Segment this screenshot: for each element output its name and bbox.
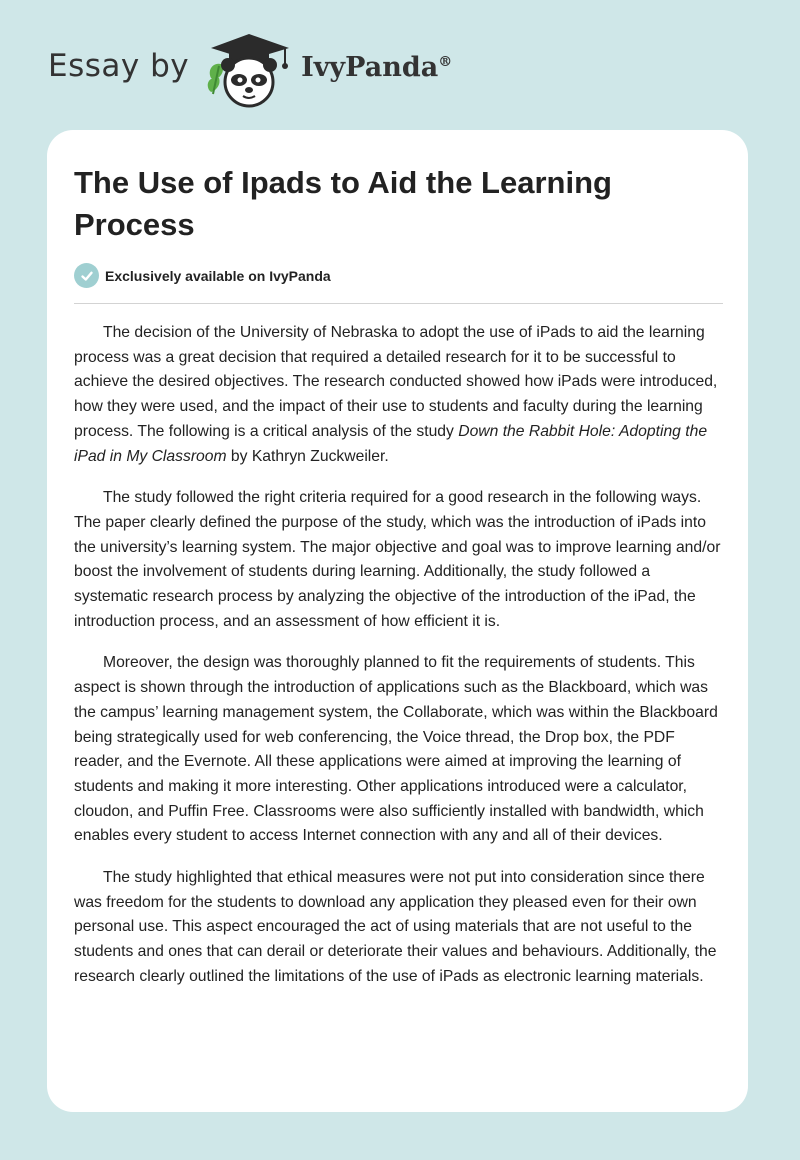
brand-name[interactable]: IvyPanda® xyxy=(301,51,453,83)
body-paragraph xyxy=(74,866,723,990)
paragraph-text: The study highlighted that ethical measures were not put into consideration since there was freedom for the students to download any application they pleased even for their own personal use. This aspect encouraged the act of using materials that are not useful to the students and ones that can derail or deteriorate their values and behaviours. Additionally, the research clearly outlined the limitations of the use of iPads as electronic learning materials. xyxy=(74,869,717,985)
registered-mark: ® xyxy=(438,53,453,70)
paragraph-text: Moreover, the design was thoroughly planned to fit the requirements of students. This aspect is shown through the introduction of applications such as the Blackboard, which was the campus’ learning management system, the Collaborate, which was within the Blackboard being strategically used for web conferencing, the Voice thread, the Drop box, the PDF reader, and the Evernote. All these applications were aimed at improving the learning of students and making it more interesting. Other applications introduced were a calculator, cloudon, and Puffin Free. Classrooms were also sufficiently installed with bandwidth, which enables every student to access Internet connection with any and all of their devices. xyxy=(74,654,718,845)
exclusive-badge xyxy=(74,263,331,288)
paragraph-text: The study followed the right criteria required for a good research in the following ways. The paper clearly defined the purpose of the study, which was the introduction of iPads into the university’s learning system. The major objective and goal was to improve learning and/or boost the involvement of students during learning. Additionally, the study followed a systematic research process by analyzing the objective of the introduction of the iPad, the introduction process, and an assessment of how efficient it is. xyxy=(74,489,721,630)
body-paragraph xyxy=(74,321,723,469)
article-body xyxy=(74,321,723,1007)
paragraph-text: by Kathryn Zuckweiler. xyxy=(226,447,389,465)
panda-graduate-icon xyxy=(203,30,295,110)
exclusive-badge-label: Exclusively available on IvyPanda xyxy=(105,267,331,284)
essay-by-label: Essay by xyxy=(48,48,190,84)
paragraph-text: The decision of the University of Nebraska to adopt the use of iPads to aid the learning process was a great decision that required a detailed research for it to be successful to achieve the desired objectives. The research conducted showed how iPads were introduced, how they were used, and the impact of their use to students and faculty during the learning process. The following is a critical analysis of the study xyxy=(74,324,718,440)
cited-work-title: Down the Rabbit Hole: Adopting the iPad in My Classroom xyxy=(74,422,708,465)
site-header xyxy=(48,30,452,110)
article-card xyxy=(47,130,748,1112)
body-paragraph xyxy=(74,651,723,849)
body-paragraph xyxy=(74,486,723,634)
title-divider xyxy=(74,303,723,304)
article-title: The Use of Ipads to Aid the Learning Process xyxy=(74,165,612,242)
check-circle-icon xyxy=(74,263,99,288)
